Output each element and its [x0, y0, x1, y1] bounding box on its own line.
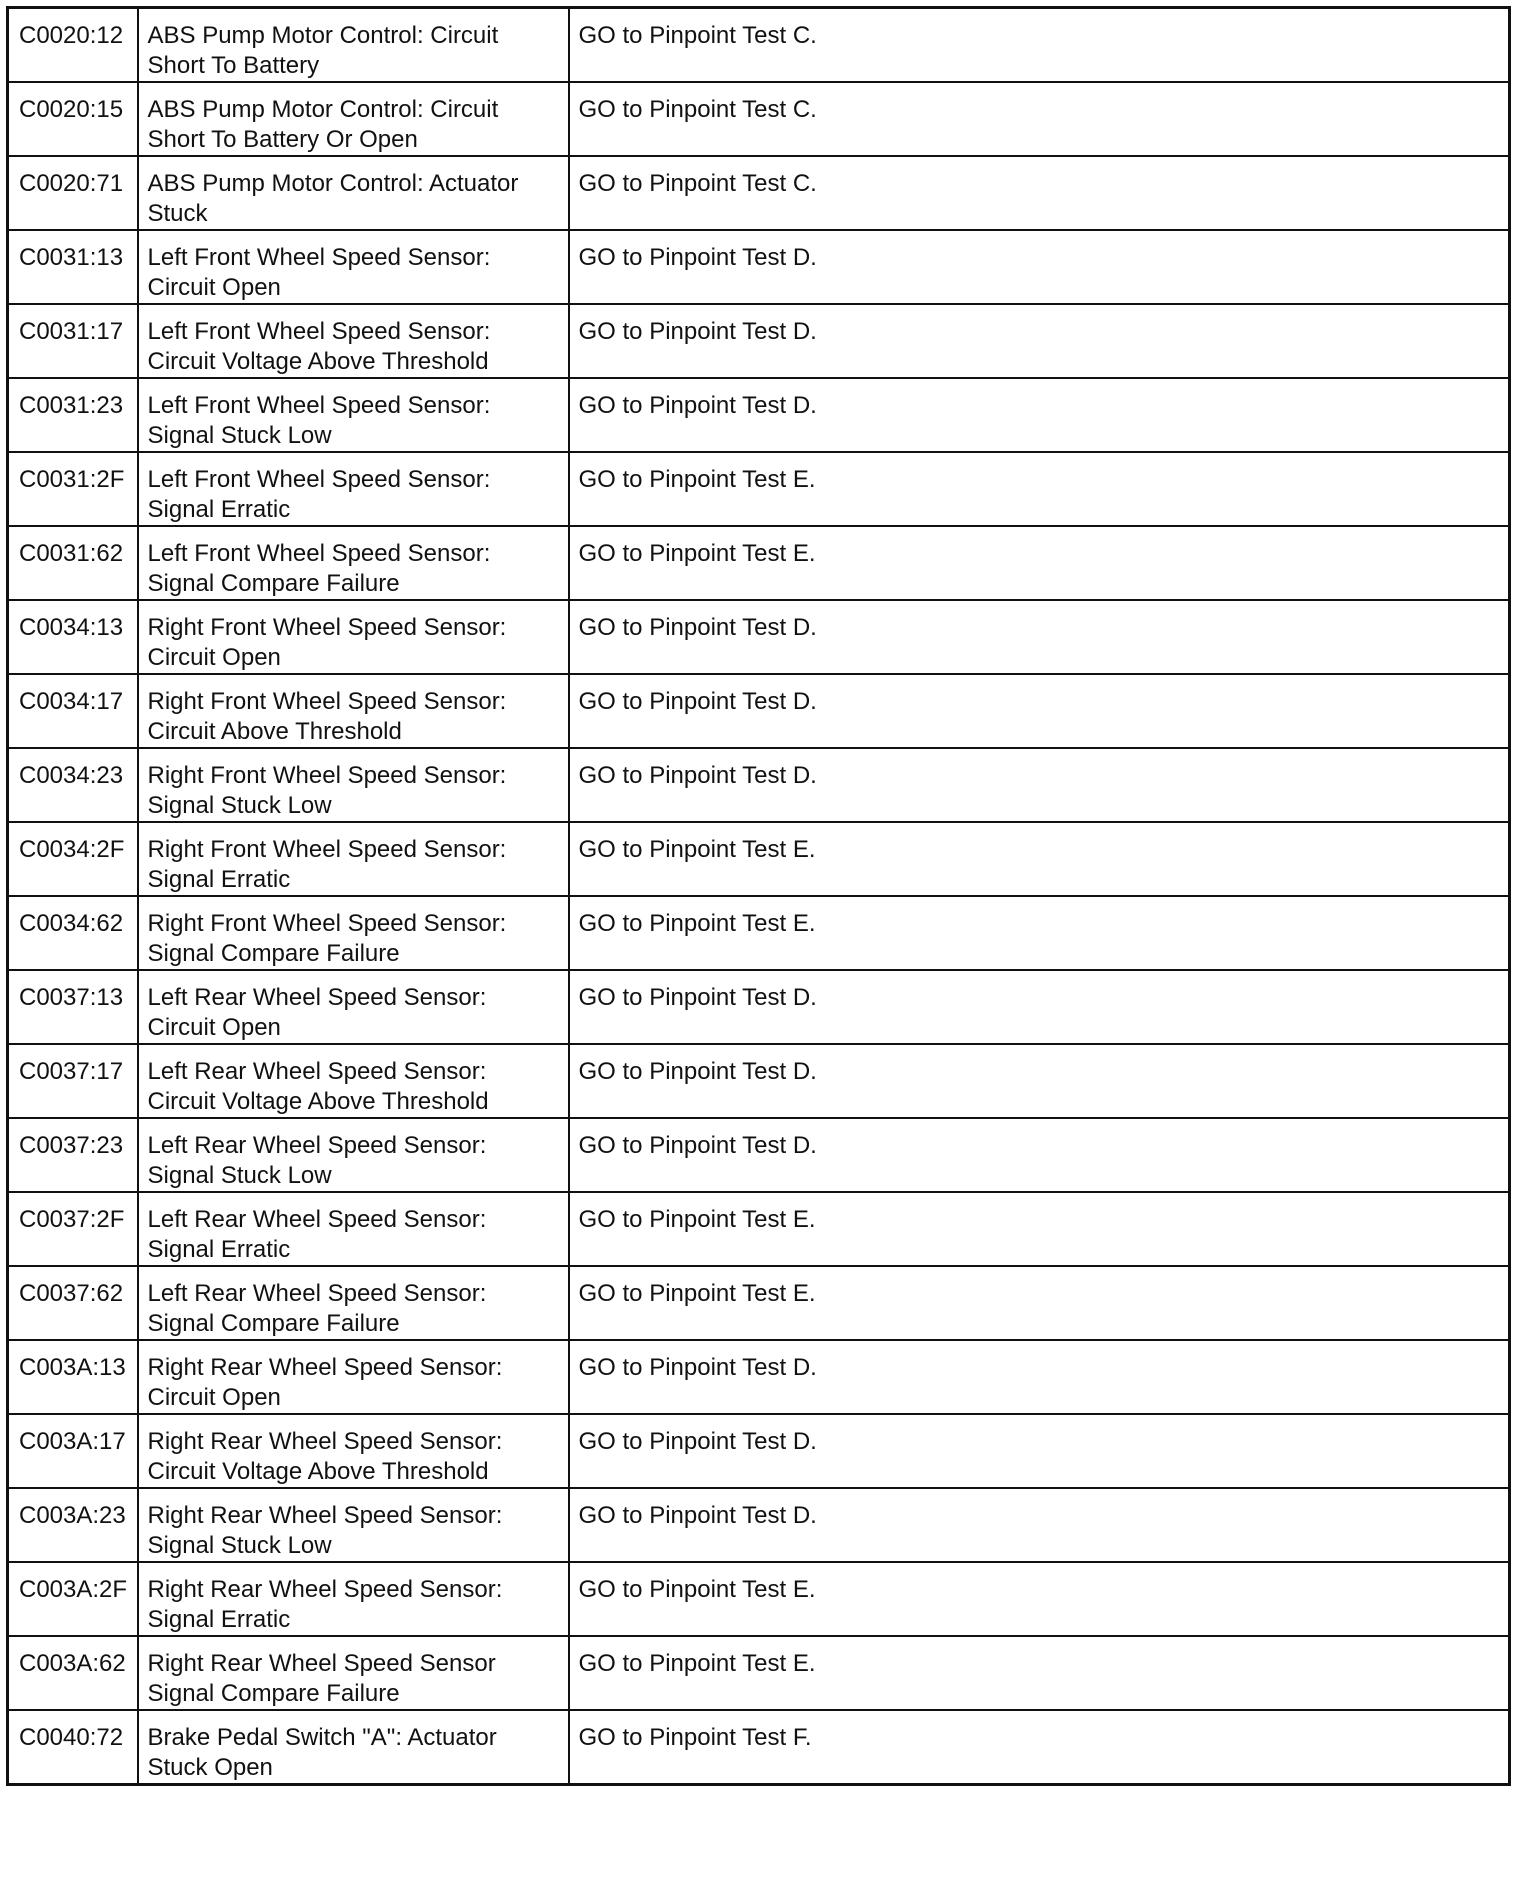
dtc-action-cell: GO to Pinpoint Test E.: [569, 896, 1510, 970]
dtc-description-cell: Right Front Wheel Speed Sensor: Circuit Open: [138, 600, 569, 674]
dtc-description-cell: Right Front Wheel Speed Sensor: Signal Stuck Low: [138, 748, 569, 822]
dtc-action-cell: GO to Pinpoint Test E.: [569, 526, 1510, 600]
dtc-code-cell: C0034:23: [8, 748, 138, 822]
dtc-description-cell: ABS Pump Motor Control: Circuit Short To Battery: [138, 8, 569, 83]
dtc-code-cell: C0020:15: [8, 82, 138, 156]
dtc-action-cell: GO to Pinpoint Test C.: [569, 82, 1510, 156]
table-row: [8, 1044, 1510, 1118]
dtc-code-cell: C0031:62: [8, 526, 138, 600]
dtc-code-cell: C0037:17: [8, 1044, 138, 1118]
table-row: [8, 896, 1510, 970]
dtc-description-cell: Right Rear Wheel Speed Sensor: Circuit Open: [138, 1340, 569, 1414]
dtc-action-cell: GO to Pinpoint Test D.: [569, 1340, 1510, 1414]
dtc-description-cell: Left Front Wheel Speed Sensor: Signal Compare Failure: [138, 526, 569, 600]
dtc-code-cell: C003A:13: [8, 1340, 138, 1414]
dtc-code-cell: C0037:2F: [8, 1192, 138, 1266]
dtc-code-cell: C0037:13: [8, 970, 138, 1044]
table-row: [8, 452, 1510, 526]
table-row: [8, 970, 1510, 1044]
dtc-description-cell: Left Rear Wheel Speed Sensor: Signal Compare Failure: [138, 1266, 569, 1340]
table-row: [8, 230, 1510, 304]
dtc-action-cell: GO to Pinpoint Test C.: [569, 8, 1510, 83]
dtc-action-cell: GO to Pinpoint Test E.: [569, 452, 1510, 526]
dtc-description-cell: Brake Pedal Switch "A": Actuator Stuck Open: [138, 1710, 569, 1785]
table-row: [8, 1266, 1510, 1340]
dtc-action-cell: GO to Pinpoint Test D.: [569, 970, 1510, 1044]
dtc-description-cell: Left Rear Wheel Speed Sensor: Signal Stuck Low: [138, 1118, 569, 1192]
dtc-description-cell: Left Front Wheel Speed Sensor: Signal Stuck Low: [138, 378, 569, 452]
dtc-action-cell: GO to Pinpoint Test D.: [569, 304, 1510, 378]
dtc-code-cell: C003A:17: [8, 1414, 138, 1488]
dtc-action-cell: GO to Pinpoint Test D.: [569, 1044, 1510, 1118]
dtc-action-cell: GO to Pinpoint Test D.: [569, 1414, 1510, 1488]
table-row: [8, 1488, 1510, 1562]
dtc-action-cell: GO to Pinpoint Test E.: [569, 1636, 1510, 1710]
dtc-code-cell: C0020:71: [8, 156, 138, 230]
dtc-code-cell: C0031:23: [8, 378, 138, 452]
dtc-description-cell: Left Rear Wheel Speed Sensor: Signal Erratic: [138, 1192, 569, 1266]
table-row: [8, 748, 1510, 822]
dtc-description-cell: Right Rear Wheel Speed Sensor: Signal Stuck Low: [138, 1488, 569, 1562]
dtc-description-cell: Right Front Wheel Speed Sensor: Signal Erratic: [138, 822, 569, 896]
table-row: [8, 674, 1510, 748]
dtc-action-cell: GO to Pinpoint Test D.: [569, 600, 1510, 674]
dtc-action-cell: GO to Pinpoint Test E.: [569, 1192, 1510, 1266]
dtc-description-cell: Left Front Wheel Speed Sensor: Circuit Open: [138, 230, 569, 304]
table-row: [8, 378, 1510, 452]
table-row: [8, 156, 1510, 230]
dtc-description-cell: Right Rear Wheel Speed Sensor: Signal Erratic: [138, 1562, 569, 1636]
table-row: [8, 526, 1510, 600]
dtc-description-cell: Right Rear Wheel Speed Sensor Signal Compare Failure: [138, 1636, 569, 1710]
dtc-code-cell: C0034:62: [8, 896, 138, 970]
table-row: [8, 1118, 1510, 1192]
table-row: [8, 600, 1510, 674]
dtc-description-cell: ABS Pump Motor Control: Circuit Short To Battery Or Open: [138, 82, 569, 156]
dtc-action-cell: GO to Pinpoint Test D.: [569, 1118, 1510, 1192]
dtc-description-cell: Right Rear Wheel Speed Sensor: Circuit Voltage Above Threshold: [138, 1414, 569, 1488]
dtc-code-cell: C0020:12: [8, 8, 138, 83]
dtc-code-cell: C003A:2F: [8, 1562, 138, 1636]
table-row: [8, 1414, 1510, 1488]
dtc-action-cell: GO to Pinpoint Test D.: [569, 1488, 1510, 1562]
table-row: [8, 1636, 1510, 1710]
dtc-action-cell: GO to Pinpoint Test D.: [569, 378, 1510, 452]
table-row: [8, 1562, 1510, 1636]
table-row: [8, 1340, 1510, 1414]
dtc-code-cell: C0034:17: [8, 674, 138, 748]
table-row: [8, 82, 1510, 156]
dtc-code-cell: C0031:17: [8, 304, 138, 378]
table-row: [8, 304, 1510, 378]
dtc-code-cell: C0031:2F: [8, 452, 138, 526]
dtc-table: [6, 6, 1511, 1786]
dtc-action-cell: GO to Pinpoint Test D.: [569, 230, 1510, 304]
dtc-code-cell: C003A:62: [8, 1636, 138, 1710]
dtc-description-cell: Left Rear Wheel Speed Sensor: Circuit Voltage Above Threshold: [138, 1044, 569, 1118]
dtc-action-cell: GO to Pinpoint Test D.: [569, 674, 1510, 748]
table-row: [8, 8, 1510, 83]
dtc-description-cell: Left Front Wheel Speed Sensor: Signal Erratic: [138, 452, 569, 526]
dtc-code-cell: C0040:72: [8, 1710, 138, 1785]
dtc-description-cell: Left Rear Wheel Speed Sensor: Circuit Open: [138, 970, 569, 1044]
dtc-description-cell: Right Front Wheel Speed Sensor: Circuit Above Threshold: [138, 674, 569, 748]
dtc-action-cell: GO to Pinpoint Test E.: [569, 822, 1510, 896]
dtc-code-cell: C0034:2F: [8, 822, 138, 896]
dtc-code-cell: C0037:23: [8, 1118, 138, 1192]
dtc-code-cell: C0031:13: [8, 230, 138, 304]
table-row: [8, 1192, 1510, 1266]
dtc-description-cell: ABS Pump Motor Control: Actuator Stuck: [138, 156, 569, 230]
dtc-table-body: [8, 8, 1510, 1785]
dtc-description-cell: Right Front Wheel Speed Sensor: Signal Compare Failure: [138, 896, 569, 970]
dtc-code-cell: C0034:13: [8, 600, 138, 674]
dtc-code-cell: C003A:23: [8, 1488, 138, 1562]
dtc-action-cell: GO to Pinpoint Test C.: [569, 156, 1510, 230]
dtc-action-cell: GO to Pinpoint Test E.: [569, 1266, 1510, 1340]
dtc-description-cell: Left Front Wheel Speed Sensor: Circuit Voltage Above Threshold: [138, 304, 569, 378]
dtc-code-cell: C0037:62: [8, 1266, 138, 1340]
table-row: [8, 822, 1510, 896]
dtc-action-cell: GO to Pinpoint Test E.: [569, 1562, 1510, 1636]
dtc-action-cell: GO to Pinpoint Test D.: [569, 748, 1510, 822]
dtc-action-cell: GO to Pinpoint Test F.: [569, 1710, 1510, 1785]
table-row: [8, 1710, 1510, 1785]
